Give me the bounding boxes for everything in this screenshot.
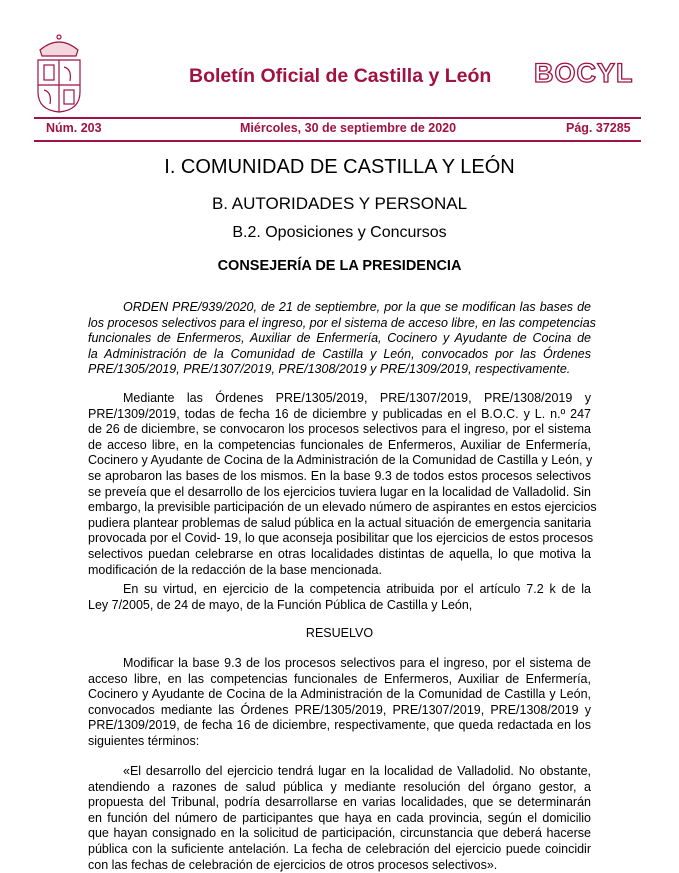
text-line: siguientes términos: [88, 733, 200, 748]
department-heading: CONSEJERÍA DE LA PRESIDENCIA [217, 258, 462, 274]
bulletin-title: Boletín Oficial de Castilla y León [189, 65, 492, 87]
text-line: en función del número de participantes que haya en cada provincia, según el domicilio [88, 810, 591, 825]
text-line: se aprobaron las bases de los mismos. En la base 9.3 de todos estos procesos selectivos [88, 468, 591, 483]
header-rule-top [34, 117, 641, 119]
header-rule-bottom [34, 140, 641, 142]
coat-of-arms-logo [34, 32, 84, 114]
paragraph [88, 582, 591, 613]
text-line: Cocinero y Ayudante de Cocina de la Administración de la Comunidad de Castilla y León, [88, 687, 591, 702]
text-line: atendiendo a razones de salud pública y mediante resolución del órgano gestor, a [88, 779, 591, 794]
text-line: acceso libre, en las competencias funcionales de Enfermeros, Auxiliar de Enfermería, [88, 671, 591, 686]
text-line: embargo, la previsible participación de un elevado número de aspirantes en estos ejercicios [88, 500, 597, 515]
subsubsection-heading: B.2. Oposiciones y Concursos [232, 224, 447, 241]
text-line: funcionales de Enfermeros, Auxiliar de Enfermería, Cocinero y Ayudante de Cocina de [88, 331, 591, 346]
text-line: Ley 7/2005, de 24 de mayo, de la Función Pública de Castilla y León, [88, 597, 473, 612]
issue-number: Núm. 203 [46, 121, 102, 135]
text-line: Mediante las Órdenes PRE/1305/2019, PRE/1307/2019, PRE/1308/2019 y [123, 391, 591, 405]
text-line: se preveía que el desarrollo de los ejercicios tuviera lugar en la localidad de Valladolid. Sin [88, 484, 591, 499]
text-line: En su virtud, en ejercicio de la competencia atribuida por el artículo 7.2 k de la [123, 582, 591, 596]
text-line: pública con la suficiente antelación. La fecha de celebración del ejercicio puede coincidir [88, 841, 591, 856]
text-line: con las fechas de celebración de ejercicios de otros procesos selectivos». [88, 857, 498, 872]
section-heading: I. COMUNIDAD DE CASTILLA Y LEÓN [164, 156, 515, 178]
text-line: convocados mediante las Órdenes PRE/1305/2019, PRE/1307/2019, PRE/1308/2019 y [88, 702, 591, 717]
issue-date: Miércoles, 30 de septiembre de 2020 [240, 121, 457, 135]
subsection-heading: B. AUTORIDADES Y PERSONAL [211, 194, 468, 213]
paragraph [88, 656, 591, 750]
text-line: PRE/1309/2019, todas de fecha 16 de diciembre y publicadas en el B.O.C. y L. n.º 247 [88, 406, 591, 421]
page-number: Pág. 37285 [566, 121, 631, 135]
text-line: que hayan consignado en la solicitud de participación, circunstancia que deberá hacerse [88, 826, 591, 841]
text-line: pudiera plantear problemas de salud pública en la actual situación de emergencia sanitaria [88, 515, 592, 530]
text-line: de 26 de diciembre, se convocaron los procesos selectivos para el ingreso, por el sistema [88, 422, 591, 437]
text-line: «El desarrollo del ejercicio tendrá lugar en la localidad de Valladolid. No obstante, [123, 764, 591, 778]
text-line: modificación de la redacción de la base mencionada. [88, 562, 382, 577]
text-line: RESUELVO [305, 626, 374, 640]
text-line: PRE/1305/2019, PRE/1307/2019, PRE/1308/2019 y PRE/1309/2019, respectivamente. [88, 362, 571, 377]
text-line: PRE/1309/2019, de fecha 16 de diciembre, respectivamente, que queda redactada en los [88, 718, 591, 733]
paragraph [88, 764, 591, 873]
text-line: provocada por el Covid- 19, lo que aconseja posibilitar que los ejercicios de estos procesos [88, 531, 594, 546]
text-line: propuesta del Tribunal, podría desarrollarse en varias localidades, que se determinarán [88, 795, 591, 810]
paragraph [88, 391, 597, 578]
text-line: los procesos selectivos para el ingreso, por el sistema de acceso libre, en las competencias [88, 315, 596, 330]
paragraph [88, 300, 596, 378]
text-line: de acceso libre, en la competencias funcionales de Enfermeros, Auxiliar de Enfermería, [88, 437, 591, 452]
resolution-heading [88, 626, 591, 642]
text-line: Modificar la base 9.3 de los procesos selectivos para el ingreso, por el sistema de [123, 656, 591, 670]
text-line: selectivos puedan celebrarse en otras localidades distintas de aquella, lo que motiva la [88, 546, 591, 561]
text-line: ORDEN PRE/939/2020, de 21 de septiembre, por la que se modifican las bases de [123, 300, 591, 314]
text-line: la Administración de la Comunidad de Castilla y León, convocados por las Órdenes [88, 346, 591, 361]
bocyl-logo: BOCYL [534, 58, 634, 88]
text-line: Cocinero y Ayudante de Cocina de la Administración de la Comunidad de Castilla y León, y [88, 453, 593, 468]
